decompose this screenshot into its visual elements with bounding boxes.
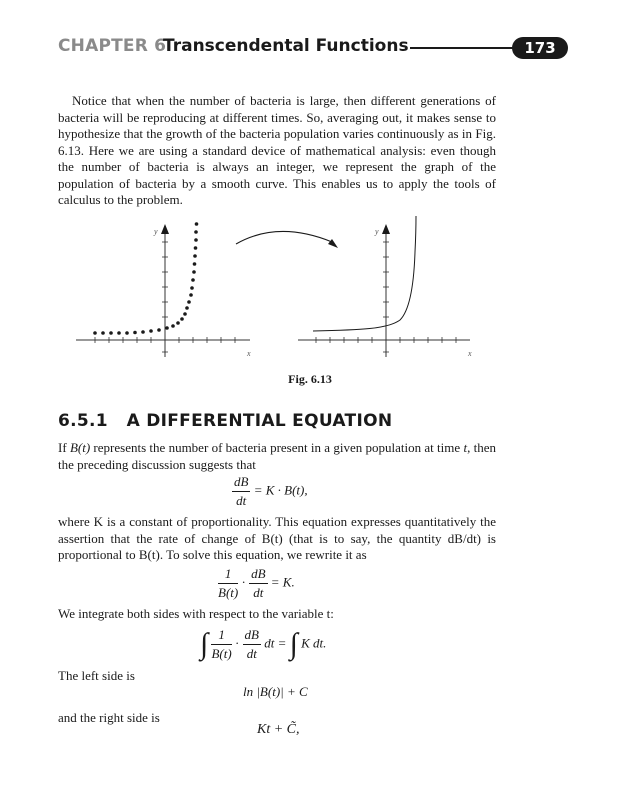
page-number-badge: 173	[512, 37, 568, 59]
equation-differential: $\frac{dB}{dt}$ = K · B(t),	[234, 474, 308, 508]
left-dotted-curve	[93, 222, 198, 335]
left-y-label: y	[154, 227, 158, 236]
section-number: 6.5.1	[58, 411, 108, 431]
header-rule	[410, 47, 515, 49]
section-intro-paragraph: If B(t) represents the number of bacteria present in a given population at time t, then the preceding discussion suggests that	[58, 440, 496, 472]
figure-6-13	[70, 212, 550, 370]
intro-paragraph: Notice that when the number of bacteria is large, then different generations of bacteria will be reproducing at different times. So, averaging out, it makes sense to hypothesize that the growth of the bacteria population varies continuously as in Fig. 6.13. Here we are using a standard device of mathematical analysis: even though the number of bacteria is always an integer, we represent the graph of the population of bacteria by a smooth curve. This enables us to apply the tools of calculus to the problem.	[58, 93, 496, 207]
integrate-paragraph: We integrate both sides with respect to the variable t:	[58, 606, 334, 621]
right-smooth-curve	[313, 216, 416, 331]
left-side-label: The left side is	[58, 668, 135, 683]
equation-right-side: Kt + C̃,	[257, 722, 300, 737]
right-graph	[298, 216, 472, 358]
left-x-label: x	[247, 349, 251, 358]
explanation-paragraph: where K is a constant of proportionality. This equation expresses quantitatively the assertion that the rate of change of B(t) (that is to say, the quantity dB/dt) is proportional to B(t). To solve this equation, we rewrite it as	[58, 514, 496, 562]
right-y-arrow	[382, 224, 390, 234]
left-y-arrow	[161, 224, 169, 234]
chapter-label: CHAPTER 6	[58, 36, 167, 56]
section-heading	[58, 411, 392, 431]
right-side-label: and the right side is	[58, 710, 160, 725]
equation-left-side: ln |B(t)| + C	[243, 684, 308, 699]
right-y-label: y	[375, 227, 379, 236]
figure-caption: Fig. 6.13	[288, 372, 332, 386]
equation-rewritten: $\frac{1}{B(t)}$ · $\frac{dB}{dt}$ = K.	[218, 566, 295, 600]
section-title: A DIFFERENTIAL EQUATION	[126, 411, 393, 431]
equation-integral: ∫ $\frac{1}{B(t)}$ · $\frac{dB}{dt}$ dt = ∫ K dt.	[200, 627, 327, 661]
right-x-label: x	[468, 349, 472, 358]
chapter-title: Transcendental Functions	[163, 36, 409, 56]
transition-arrow	[236, 231, 338, 248]
left-graph	[76, 222, 251, 358]
